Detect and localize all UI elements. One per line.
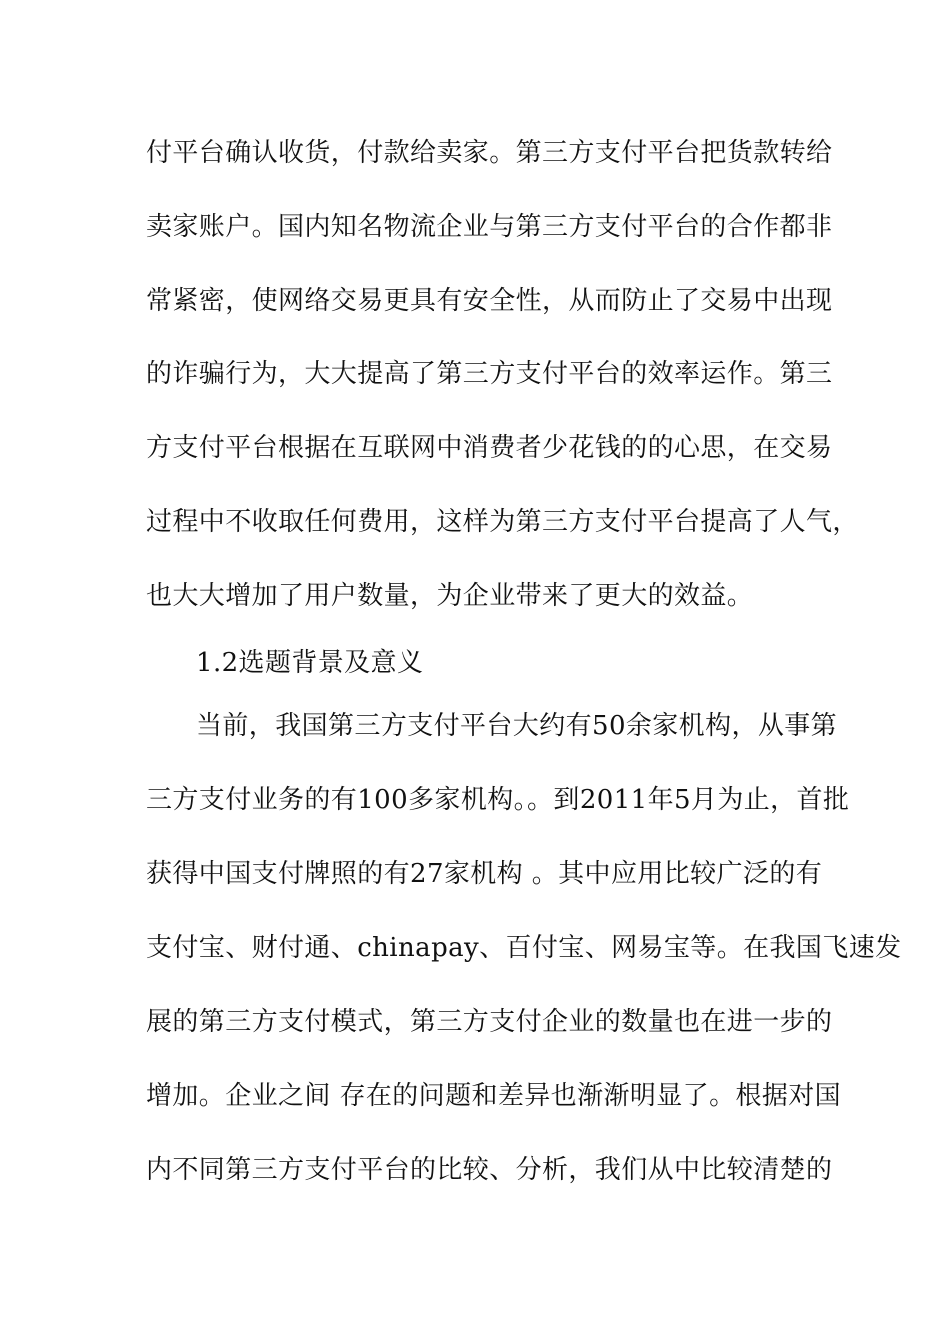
paragraph-line: 的诈骗行为，大大提高了第三方支付平台的效率运作。第三	[146, 359, 833, 389]
paragraph-line: 也大大增加了用户数量，为企业带来了更大的效益。	[146, 581, 754, 611]
paragraph-line: 当前，我国第三方支付平台大约有50余家机构，从事第	[196, 711, 838, 741]
paragraph-line: 常紧密，使网络交易更具有安全性，从而防止了交易中出现	[146, 286, 833, 316]
paragraph-line: 方支付平台根据在互联网中消费者少花钱的的心思，在交易	[146, 433, 833, 463]
section-heading: 1.2选题背景及意义	[196, 648, 424, 678]
paragraph-line: 支付宝、财付通、chinapay、百付宝、网易宝等。在我国飞速发	[146, 933, 902, 963]
paragraph-line: 内不同第三方支付平台的比较、分析，我们从中比较清楚的	[146, 1155, 833, 1185]
paragraph-line: 过程中不收取任何费用，这样为第三方支付平台提高了人气，	[146, 507, 859, 537]
paragraph-line: 获得中国支付牌照的有27家机构 。其中应用比较广泛的有	[146, 859, 823, 889]
paragraph-line: 展的第三方支付模式，第三方支付企业的数量也在进一步的	[146, 1007, 833, 1037]
paragraph-line: 三方支付业务的有100多家机构。。到2011年5月为止，首批	[146, 785, 850, 815]
paragraph-line: 增加。企业之间 存在的问题和差异也渐渐明显了。根据对国	[146, 1081, 842, 1111]
paragraph-line: 卖家账户。国内知名物流企业与第三方支付平台的合作都非	[146, 212, 833, 242]
paragraph-line: 付平台确认收货，付款给卖家。第三方支付平台把货款转给	[146, 138, 833, 168]
